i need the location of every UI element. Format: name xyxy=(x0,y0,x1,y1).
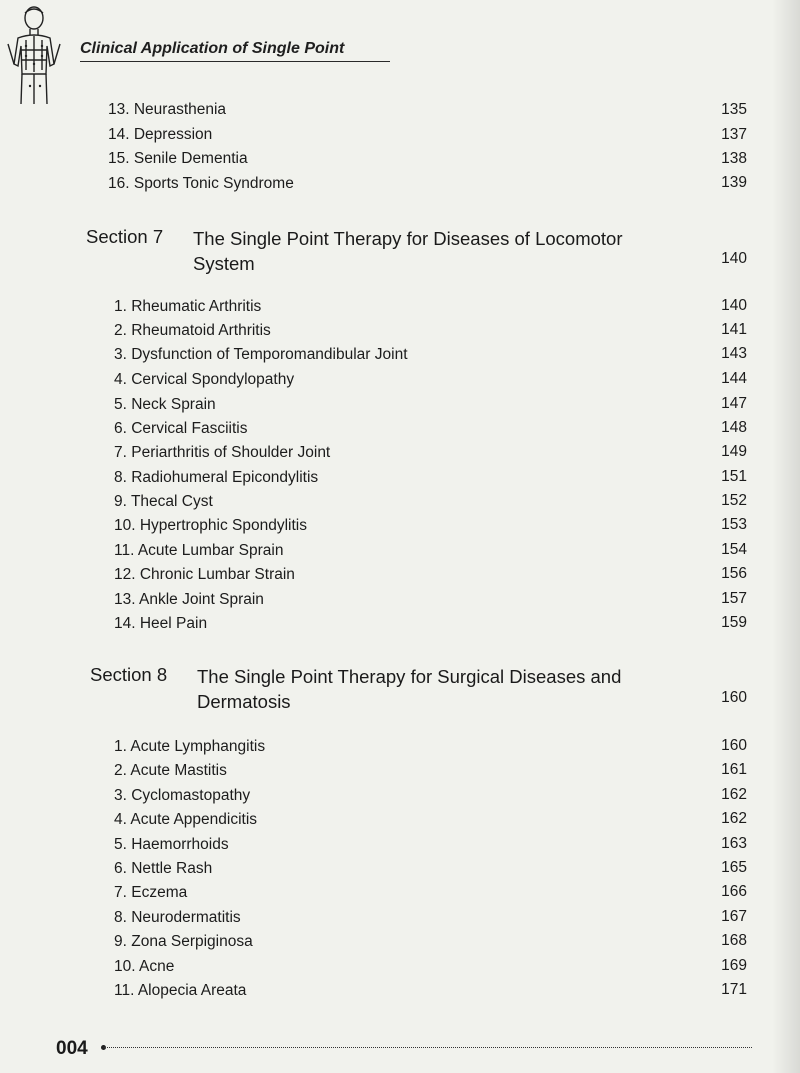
toc-item-label: 13. Neurasthenia xyxy=(108,101,227,118)
toc-item xyxy=(114,515,307,537)
toc-item-page: 171 xyxy=(721,981,747,998)
toc-item-label: 10. Acne xyxy=(114,958,175,975)
folio-dotted-rule xyxy=(104,1047,752,1048)
toc-item-label: 7. Periarthritis of Shoulder Joint xyxy=(114,444,331,461)
toc-item xyxy=(114,907,241,929)
section-title xyxy=(197,664,621,714)
toc-item-label: 7. Eczema xyxy=(114,884,188,901)
toc-item xyxy=(108,173,294,195)
toc-item-page: 147 xyxy=(721,395,747,412)
toc-item xyxy=(114,491,213,513)
toc-item xyxy=(114,980,246,1002)
section-8-heading xyxy=(90,664,690,716)
toc-item-label: 9. Thecal Cyst xyxy=(114,493,213,510)
toc-item-page: 151 xyxy=(721,468,747,485)
toc-item-page: 141 xyxy=(721,321,747,338)
toc-item xyxy=(114,809,257,831)
toc-item-label: 11. Acute Lumbar Sprain xyxy=(114,542,284,559)
toc-item-label: 5. Haemorrhoids xyxy=(114,836,229,853)
section-title-line: The Single Point Therapy for Surgical Diseases and xyxy=(197,666,622,687)
toc-item xyxy=(114,467,318,489)
section-7-page: 140 xyxy=(721,250,747,267)
toc-item xyxy=(114,296,261,318)
toc-item xyxy=(114,736,265,758)
toc-item xyxy=(114,589,264,611)
toc-item-page: 168 xyxy=(721,932,747,949)
section-title-line: The Single Point Therapy for Diseases of Locomotor xyxy=(193,228,623,249)
toc-item-label: 3. Dysfunction of Temporomandibular Joint xyxy=(114,346,408,363)
toc-item xyxy=(114,418,248,440)
toc-item-page: 144 xyxy=(721,370,747,387)
toc-item-label: 14. Depression xyxy=(108,126,213,143)
toc-item-page: 153 xyxy=(721,516,747,533)
toc-item xyxy=(114,540,283,562)
toc-item-label: 6. Nettle Rash xyxy=(114,860,213,877)
page-edge-shadow xyxy=(772,0,800,1073)
toc-item-label: 4. Cervical Spondylopathy xyxy=(114,371,295,388)
section-number: Section 8 xyxy=(90,664,168,685)
toc-item-page: 148 xyxy=(721,419,747,436)
toc-item xyxy=(108,99,226,121)
toc-item-label: 4. Acute Appendicitis xyxy=(114,811,258,828)
toc-item-label: 8. Neurodermatitis xyxy=(114,909,241,926)
toc-item-label: 8. Radiohumeral Epicondylitis xyxy=(114,469,319,486)
section-title-line: Dermatosis xyxy=(197,691,291,712)
toc-item-page: 138 xyxy=(721,150,747,167)
section-7-heading xyxy=(86,226,686,278)
toc-item-page: 140 xyxy=(721,297,747,314)
toc-item-page: 135 xyxy=(721,101,747,118)
toc-item xyxy=(114,564,295,586)
toc-item-page: 154 xyxy=(721,541,747,558)
toc-item-page: 160 xyxy=(721,737,747,754)
toc-item-page: 161 xyxy=(721,761,747,778)
toc-item xyxy=(114,442,330,464)
toc-item-label: 5. Neck Sprain xyxy=(114,396,216,413)
toc-item-label: 1. Rheumatic Arthritis xyxy=(114,298,262,315)
toc-item-page: 157 xyxy=(721,590,747,607)
toc-item-page: 143 xyxy=(721,345,747,362)
toc-item xyxy=(114,320,271,342)
toc-item xyxy=(114,956,174,978)
toc-item-page: 137 xyxy=(721,126,747,143)
toc-item-label: 16. Sports Tonic Syndrome xyxy=(108,175,294,192)
toc-item xyxy=(114,858,212,880)
toc-item xyxy=(114,613,207,635)
page-folio: 004 xyxy=(56,1038,88,1059)
toc-item-label: 2. Acute Mastitis xyxy=(114,762,227,779)
toc-item xyxy=(114,785,250,807)
toc-item-label: 6. Cervical Fasciitis xyxy=(114,420,248,437)
toc-item xyxy=(114,882,187,904)
toc-item xyxy=(114,760,227,782)
toc-item-page: 152 xyxy=(721,492,747,509)
toc-item-page: 139 xyxy=(721,174,747,191)
toc-item xyxy=(114,369,294,391)
toc-item-label: 14. Heel Pain xyxy=(114,615,208,632)
header-rule xyxy=(80,61,390,62)
section-number: Section 7 xyxy=(86,226,164,247)
toc-item xyxy=(108,148,248,170)
toc-item xyxy=(114,834,229,856)
toc-item-label: 13. Ankle Joint Sprain xyxy=(114,591,264,608)
toc-item-page: 162 xyxy=(721,786,747,803)
toc-item-page: 167 xyxy=(721,908,747,925)
section-title xyxy=(193,226,623,276)
toc-item-page: 169 xyxy=(721,957,747,974)
toc-item xyxy=(108,124,212,146)
toc-item xyxy=(114,931,253,953)
toc-item-page: 165 xyxy=(721,859,747,876)
toc-item-page: 163 xyxy=(721,835,747,852)
toc-item xyxy=(114,394,216,416)
section-8-page: 160 xyxy=(721,689,747,706)
toc-item-label: 2. Rheumatoid Arthritis xyxy=(114,322,271,339)
toc-item-page: 166 xyxy=(721,883,747,900)
toc-item-page: 162 xyxy=(721,810,747,827)
toc-item-label: 9. Zona Serpiginosa xyxy=(114,933,253,950)
running-head: Clinical Application of Single Point xyxy=(80,40,345,57)
toc-item-label: 15. Senile Dementia xyxy=(108,150,248,167)
section-title-line: System xyxy=(193,253,255,274)
acupuncture-figure-icon xyxy=(4,4,66,108)
toc-item-page: 149 xyxy=(721,443,747,460)
toc-item-label: 12. Chronic Lumbar Strain xyxy=(114,566,295,583)
toc-item xyxy=(114,344,408,366)
toc-item-page: 156 xyxy=(721,565,747,582)
toc-item-label: 10. Hypertrophic Spondylitis xyxy=(114,517,307,534)
toc-item-label: 11. Alopecia Areata xyxy=(114,982,247,999)
toc-item-label: 3. Cyclomastopathy xyxy=(114,787,251,804)
toc-item-label: 1. Acute Lymphangitis xyxy=(114,738,266,755)
toc-item-page: 159 xyxy=(721,614,747,631)
